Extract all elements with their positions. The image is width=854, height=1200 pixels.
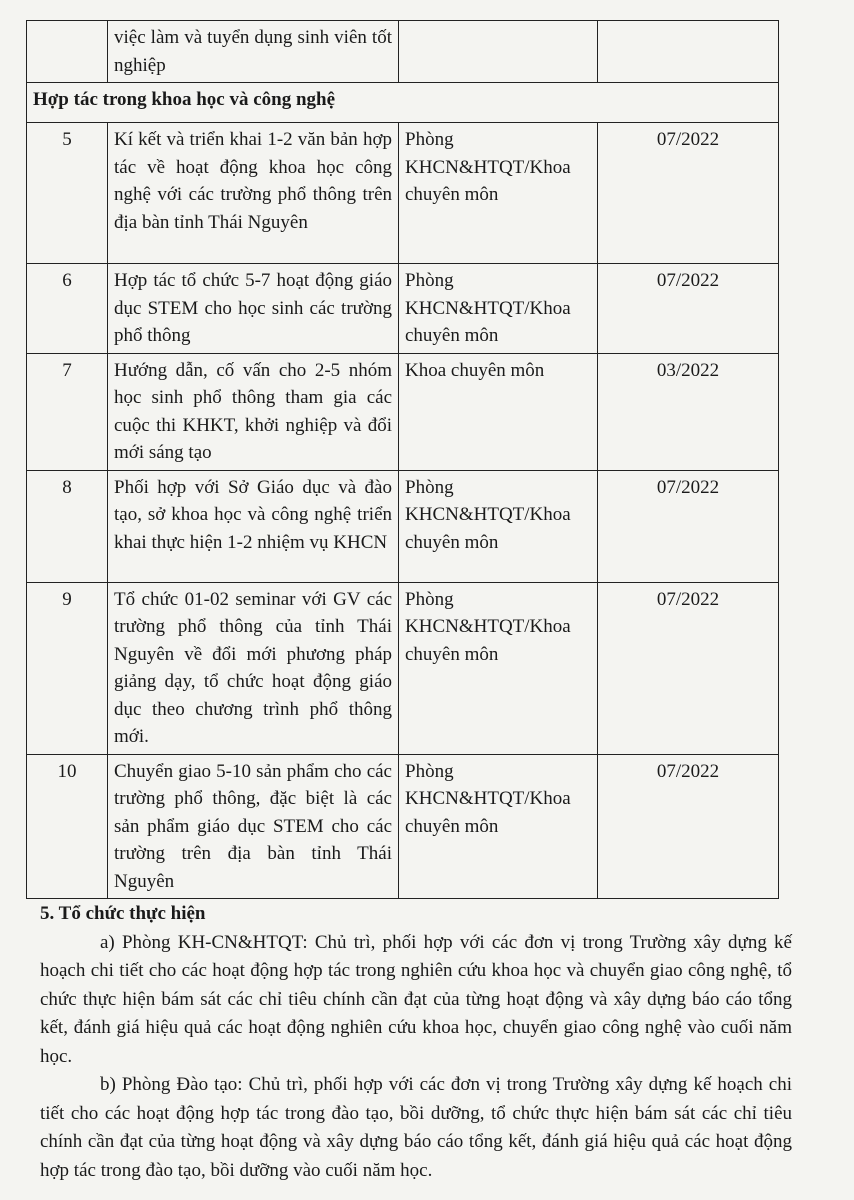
row-task: Chuyển giao 5-10 sản phẩm cho các trường phổ thông, đặc biệt là các sản phẩm giáo dục STEM cho các trường trên địa bàn tỉnh Thái Nguyên: [108, 754, 399, 899]
table-row: [27, 754, 779, 899]
row-task: Phối hợp với Sở Giáo dục và đào tạo, sở khoa học và công nghệ triển khai thực hiện 1-2 nhiệm vụ KHCN: [108, 470, 399, 582]
table-row-continued: [27, 21, 779, 83]
table-row: [27, 264, 779, 354]
row-number: [27, 21, 108, 83]
row-number: 8: [27, 470, 108, 582]
row-unit: [399, 21, 598, 83]
section-heading: 5. Tổ chức thực hiện: [40, 903, 206, 924]
paragraph-b: b) Phòng Đào tạo: Chủ trì, phối hợp với các đơn vị trong Trường xây dựng kế hoạch chi tiết cho các hoạt động hợp tác trong đào tạo, bồi dưỡng, tổ chức thực hiện bám sát các chỉ tiêu chính cần đạt của từng hoạt động và xây dựng báo cáo tổng kết, đánh giá hiệu quả các hoạt động hợp tác trong đào tạo, bồi dưỡng vào cuối năm học.: [40, 1074, 792, 1181]
row-task: Tổ chức 01-02 seminar với GV các trường phổ thông của tỉnh Thái Nguyên về đổi mới phương pháp giảng dạy, tổ chức hoạt động giáo dục theo chương trình phổ thông mới.: [108, 582, 399, 754]
row-unit: Phòng KHCN&HTQT/Khoa chuyên môn: [399, 470, 598, 582]
table-row: [27, 582, 779, 754]
row-deadline: 03/2022: [598, 353, 779, 470]
section-header-row: [27, 83, 779, 123]
table-row: [27, 123, 779, 264]
row-deadline: 07/2022: [598, 470, 779, 582]
section-implementation: [40, 900, 792, 1185]
row-unit: Khoa chuyên môn: [399, 353, 598, 470]
cooperation-plan-table: [26, 20, 779, 899]
row-deadline: 07/2022: [598, 123, 779, 264]
row-deadline: 07/2022: [598, 264, 779, 354]
row-deadline: [598, 21, 779, 83]
row-task: Hợp tác tổ chức 5-7 hoạt động giáo dục STEM cho học sinh các trường phổ thông: [108, 264, 399, 354]
row-unit: Phòng KHCN&HTQT/Khoa chuyên môn: [399, 264, 598, 354]
row-number: 7: [27, 353, 108, 470]
section-title: Hợp tác trong khoa học và công nghệ: [27, 83, 779, 123]
row-task: Hướng dẫn, cố vấn cho 2-5 nhóm học sinh phổ thông tham gia các cuộc thi KHKT, khởi nghiệp và đổi mới sáng tạo: [108, 353, 399, 470]
row-unit: Phòng KHCN&HTQT/Khoa chuyên môn: [399, 582, 598, 754]
row-task: việc làm và tuyển dụng sinh viên tốt nghiệp: [108, 21, 399, 83]
row-unit: Phòng KHCN&HTQT/Khoa chuyên môn: [399, 123, 598, 264]
row-number: 5: [27, 123, 108, 264]
row-number: 9: [27, 582, 108, 754]
table-row: [27, 353, 779, 470]
row-unit: Phòng KHCN&HTQT/Khoa chuyên môn: [399, 754, 598, 899]
row-deadline: 07/2022: [598, 582, 779, 754]
row-task: Kí kết và triển khai 1-2 văn bản hợp tác về hoạt động khoa học công nghệ với các trường phổ thông trên địa bàn tỉnh Thái Nguyên: [108, 123, 399, 264]
paragraph-a: a) Phòng KH-CN&HTQT: Chủ trì, phối hợp với các đơn vị trong Trường xây dựng kế hoạch chi tiết cho các hoạt động hợp tác trong nghiên cứu khoa học và chuyển giao công nghệ, tổ chức thực hiện bám sát các chỉ tiêu chính cần đạt của từng hoạt động và xây dựng báo cáo tổng kết, đánh giá hiệu quả các hoạt động nghiên cứu khoa học, chuyển giao công nghệ vào cuối năm học.: [40, 931, 792, 1067]
row-number: 6: [27, 264, 108, 354]
row-number: 10: [27, 754, 108, 899]
table-row: [27, 470, 779, 582]
row-deadline: 07/2022: [598, 754, 779, 899]
